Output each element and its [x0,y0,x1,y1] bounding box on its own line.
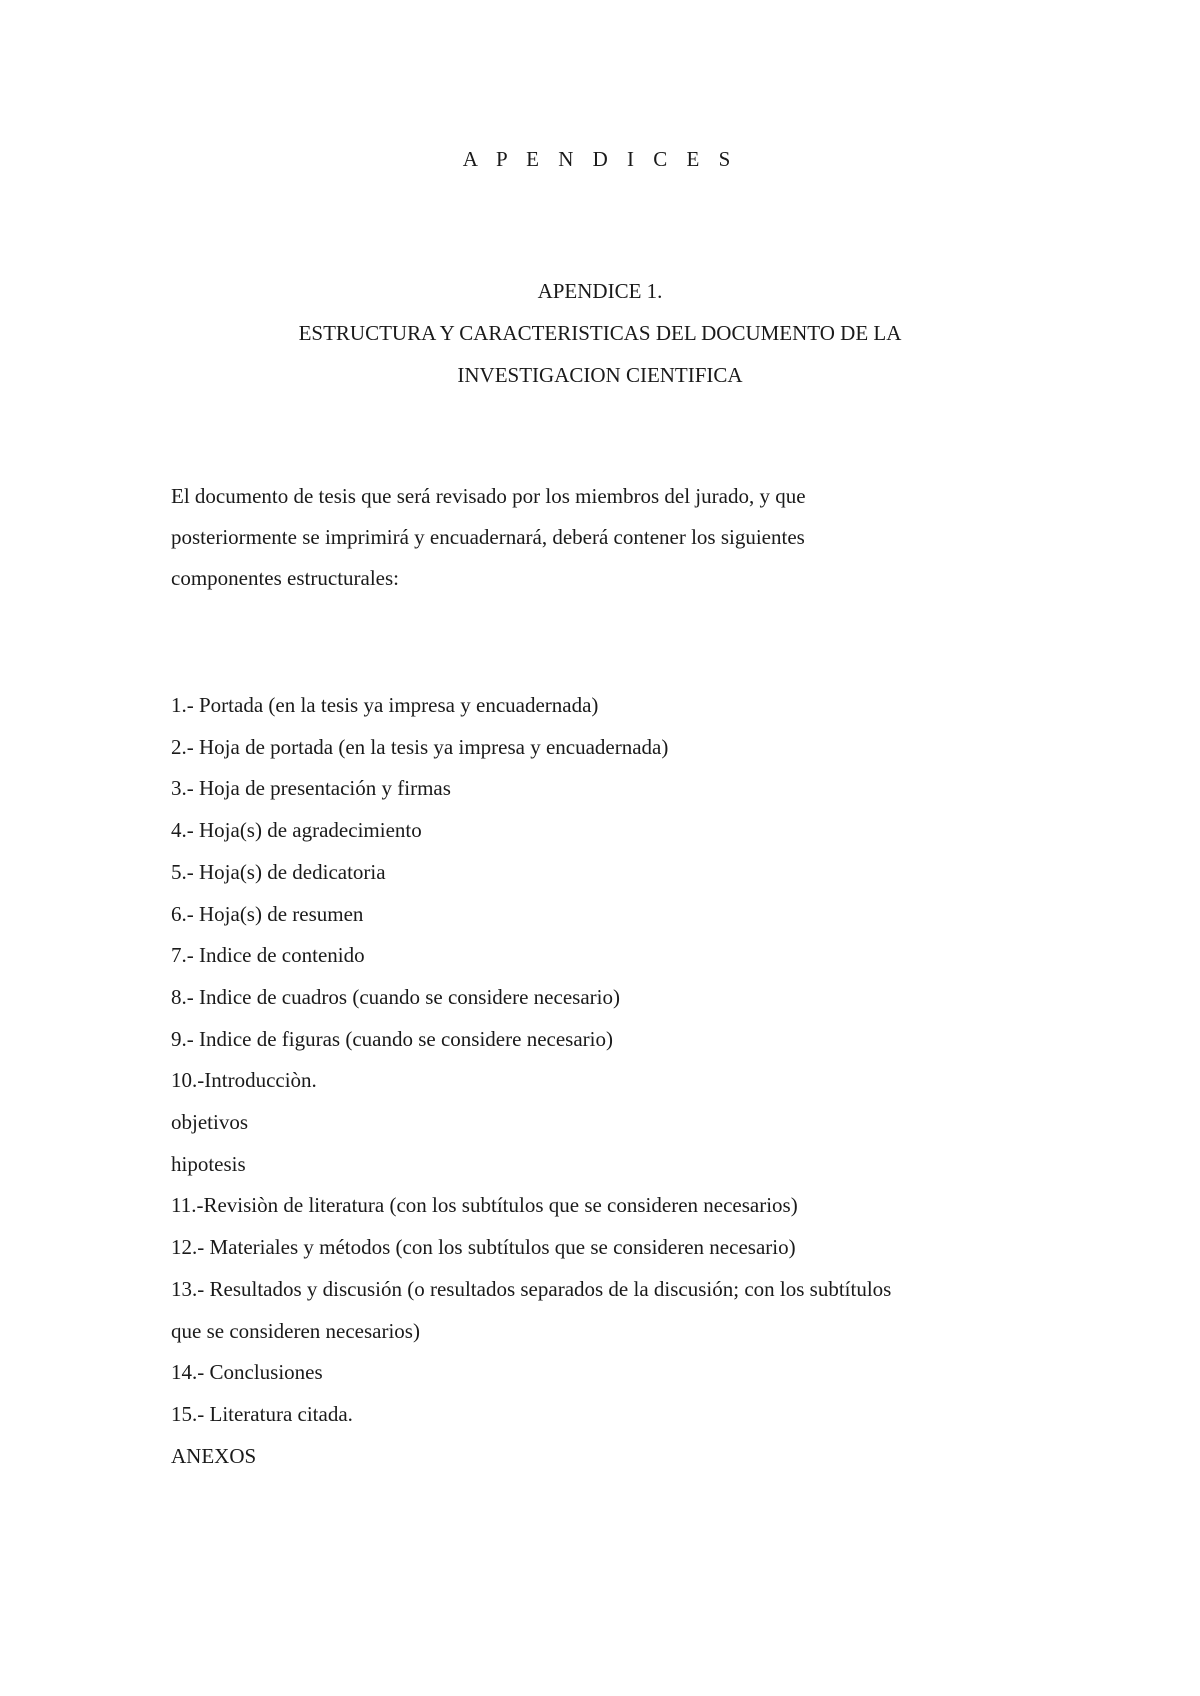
list-item: 6.- Hoja(s) de resumen [171,901,364,926]
list-item: 11.-Revisiòn de literatura (con los subtítulos que se consideren necesarios) [171,1193,798,1218]
intro-line: El documento de tesis que será revisado por los miembros del jurado, y que [171,484,806,508]
list-item: 5.- Hoja(s) de dedicatoria [171,859,386,884]
list-item: 9.- Indice de figuras (cuando se considere necesario) [171,1026,613,1051]
list-item: 8.- Indice de cuadros (cuando se considere necesario) [171,984,620,1009]
main-heading: A P E N D I C E S [462,147,738,171]
appendix-title-line-1: ESTRUCTURA Y CARACTERISTICAS DEL DOCUMENTO DE LA [298,321,902,345]
list-item: 7.- Indice de contenido [171,943,365,968]
list-item: objetivos [171,1110,248,1135]
list-item: 4.- Hoja(s) de agradecimiento [171,818,422,843]
list-item: 15.- Literatura citada. [171,1401,353,1426]
list-item: 12.- Materiales y métodos (con los subtítulos que se consideren necesario) [171,1235,796,1260]
list-item: ANEXOS [171,1443,257,1468]
intro-line: componentes estructurales: [171,566,400,590]
list-item: 10.-Introducciòn. [171,1068,317,1093]
intro-line: posteriormente se imprimirá y encuadernará, deberá contener los siguientes [171,525,805,549]
list-item: que se consideren necesarios) [171,1318,420,1343]
appendix-title-line-2: INVESTIGACION CIENTIFICA [457,363,743,387]
list-item: 2.- Hoja de portada (en la tesis ya impresa y encuadernada) [171,734,669,759]
appendix-label: APENDICE 1. [537,279,663,303]
component-list [171,685,1071,1477]
list-item: 13.- Resultados y discusión (o resultados separados de la discusión; con los subtítulos [171,1276,892,1301]
list-item: hipotesis [171,1151,246,1176]
appendix-heading [0,270,1200,396]
intro-paragraph [171,476,1051,599]
list-item: 1.- Portada (en la tesis ya impresa y encuadernada) [171,693,599,717]
list-item: 14.- Conclusiones [171,1360,323,1385]
list-item: 3.- Hoja de presentación y firmas [171,776,451,801]
